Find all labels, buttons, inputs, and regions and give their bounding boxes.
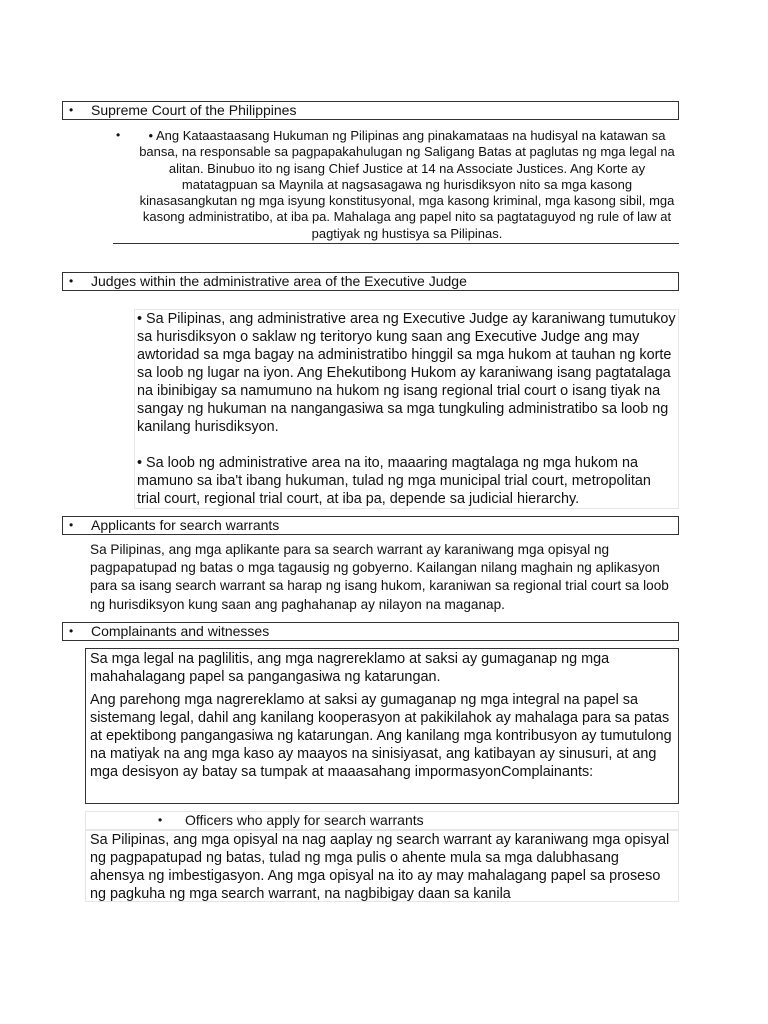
- bullet-marker: •: [69, 274, 74, 288]
- officers-body-box: [85, 830, 679, 902]
- executive-judge-body: [134, 309, 679, 509]
- supreme-court-item: [113, 128, 679, 244]
- section-heading-applicants: [62, 516, 679, 535]
- heading-text: Officers who apply for search warrants: [185, 812, 424, 828]
- section-heading-executive-judge: [62, 272, 679, 291]
- complainants-box: [85, 648, 679, 804]
- heading-text: Judges within the administrative area of the Executive Judge: [91, 273, 467, 289]
- applicants-body: Sa Pilipinas, ang mga aplikante para sa search warrant ay karaniwang mga opisyal ng pagpapatupad ng batas o mga tagausig ng gobyerno. Kailangan nilang maghain ng aplikasyon para sa isang search warrant sa harap ng isang hukom, karaniwan sa regional trial court sa loob ng hurisdiksyon kung saan ang paghahanap ay nilayon na maganap.: [90, 542, 669, 612]
- section-heading-officers: [85, 811, 679, 830]
- bullet-marker: •: [158, 813, 163, 827]
- bullet-marker: •: [69, 103, 74, 117]
- heading-text: Applicants for search warrants: [91, 517, 280, 533]
- bullet-marker: •: [69, 624, 74, 638]
- sub-bullet-marker: •: [116, 128, 121, 142]
- heading-text: Complainants and witnesses: [91, 623, 270, 639]
- section-heading-supreme-court: [62, 101, 679, 120]
- paragraph: Sa mga legal na paglilitis, ang mga nagrereklamo at saksi ay gumaganap ng mga mahahalagang papel sa pangangasiwa ng katarungan.: [90, 651, 610, 685]
- section-heading-complainants: [62, 622, 679, 641]
- officers-body: Sa Pilipinas, ang mga opisyal na nag aaplay ng search warrant ay karaniwang mga opisyal ng pagpapatupad ng batas, tulad ng mga pulis o ahente mula sa mga dalubhasang ahensya ng imbestigasyon. Ang mga opisyal na ito ay may mahalagang papel sa proseso ng pagkuha ng mga search warrant, na nagbibigay daan sa kanila: [90, 832, 670, 902]
- paragraph: • Sa loob ng administrative area na ito, maaaring magtalaga ng mga hukom na mamuno sa iba't ibang hukuman, tulad ng mga municipal trial court, metropolitan trial court, regional trial court, at iba pa, depende sa judicial hierarchy.: [137, 455, 651, 507]
- heading-text: Supreme Court of the Philippines: [91, 102, 297, 118]
- paragraph: • Sa Pilipinas, ang administrative area ng Executive Judge ay karaniwang tumutukoy sa hurisdiksyon o saklaw ng teritoryo kung saan ang Executive Judge ang may awtoridad sa mga bagay na administratibo hinggil sa mga hukom at tauhan ng korte sa loob ng lugar na iyon. Ang Ehekutibong Hukom ay karaniwang isang pagtatalaga na ibinibigay sa namumuno na hukom ng isang regional trial court o isang tiyak na sangay ng hukuman na nangangasiwa sa mga tungkuling administratibo sa loob ng kanilang hurisdiksyon.: [137, 311, 676, 435]
- paragraph: Ang parehong mga nagrereklamo at saksi ay gumaganap ng mga integral na papel sa sistemang legal, dahil ang kanilang kooperasyon at pakikilahok ay mahalaga para sa patas at epektibong pangangasiwa ng katarungan. Ang kanilang mga kontribusyon ay tumutulong na matiyak na ang mga kaso ay maayos na sinisiyasat, ang katibayan ay sinusuri, at ang mga desisyon ay batay sa tumpak at maaasahang impormasyonComplainants:: [90, 692, 672, 780]
- bullet-marker: •: [69, 518, 74, 532]
- supreme-court-body: • Ang Kataastaasang Hukuman ng Pilipinas ang pinakamataas na hudisyal na katawan sa bansa, na responsable sa pagpapakahulugan ng Saligang Batas at paglutas ng mga legal na alitan. Binubuo ito ng isang Chief Justice at 14 na Associate Justices. Ang Korte ay matatagpuan sa Maynila at nagsasagawa ng hurisdiksyon nito sa mga kasong kinasasangkutan ng mga isyung konstitusyonal, mga kasong kriminal, mga kasong sibil, mga kasong administratibo, at iba pa. Mahalaga ang papel nito sa pagtataguyod ng rule of law at pagtiyak ng hustisya sa Pilipinas.: [139, 128, 675, 241]
